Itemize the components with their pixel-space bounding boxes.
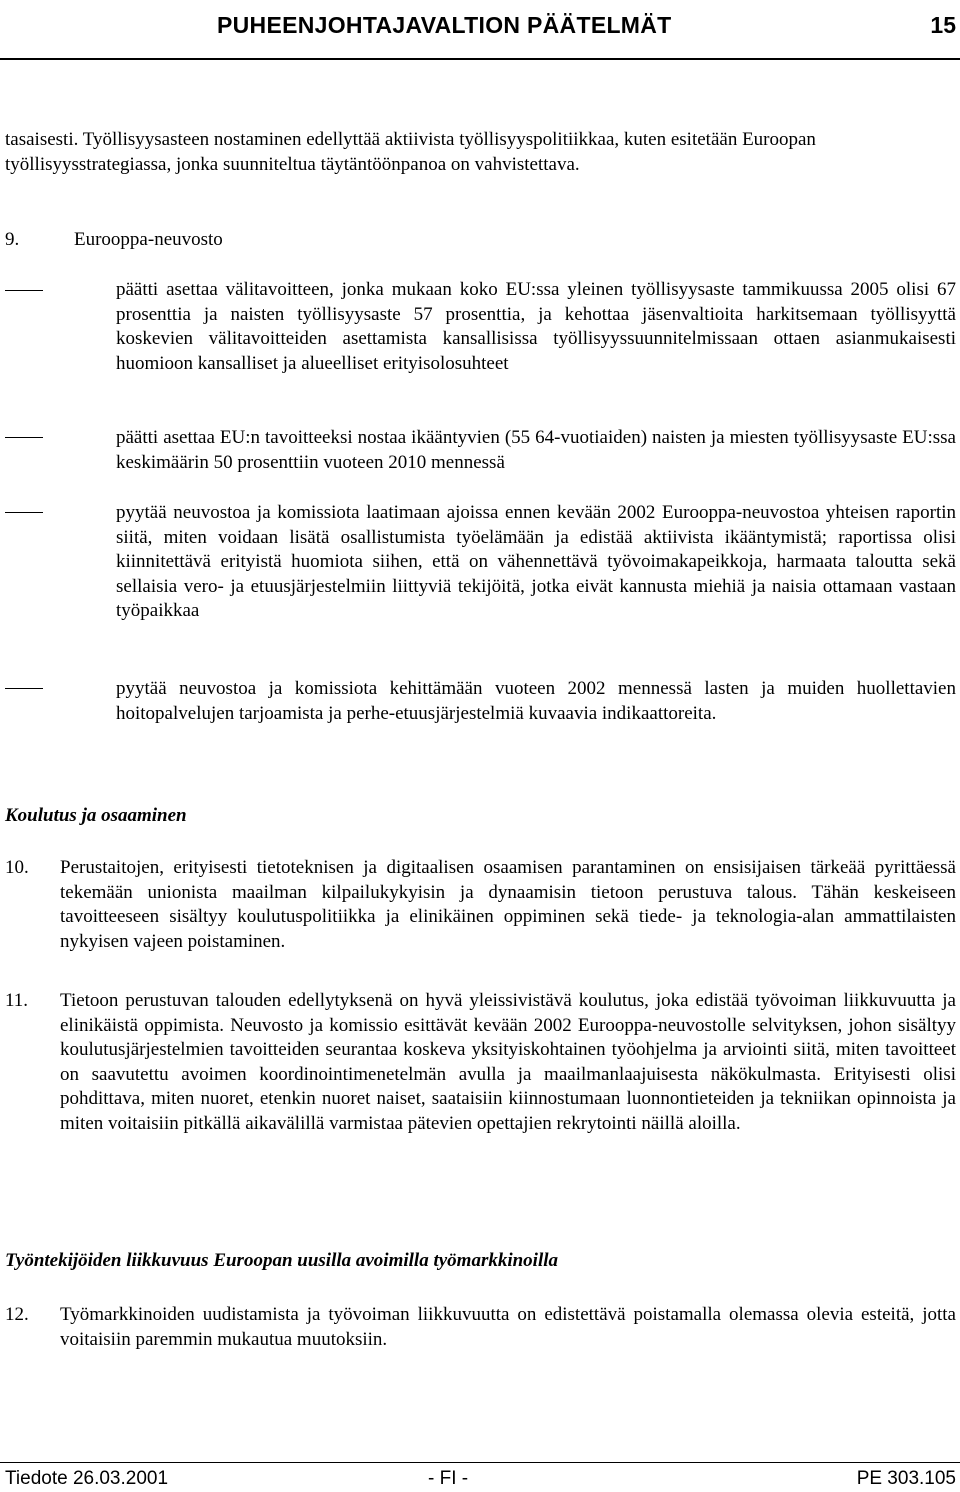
bullet-text-4: pyytää neuvostoa ja komissiota kehittämään vuoteen 2002 mennessä lasten ja muiden huollettavien hoitopalvelujen tarjoamista ja perhe-etuusjärjestelmiä kuvaavia indikaattoreita. (116, 678, 956, 724)
bullet-item-3 (116, 501, 956, 624)
bullet-text-3: pyytää neuvostoa ja komissiota laatimaan ajoissa ennen kevään 2002 Eurooppa-neuvostoa yhteisen raportin siitä, miten voidaan lisätä osallistumista työelämään ja edistää aktiivista ikääntymistä; raportissa olisi kiinnitettävä erityistä huomiota siihen, että on vähennettävä työvoimakapeikkoja, harmaata taloutta sekä sellaisia vero- ja etuusjärjestelmiin liittyviä tekijöitä, jotka eivät kannusta miehiä ja naisia ottamaan vastaan työpaikkaa (116, 502, 956, 622)
footer-center: - FI - (428, 1468, 469, 1489)
dash-bullet-1 (5, 290, 43, 291)
dash-bullet-4 (5, 688, 43, 689)
bullet-item-2 (116, 426, 956, 475)
bullet-text-2: päätti asettaa EU:n tavoitteeksi nostaa ikääntyvien (55 64-vuotiaiden) naisten ja miesten työllisyysaste EU:ssa keskimäärin 50 prosenttiin vuoteen 2010 mennessä (116, 427, 956, 473)
page-header (0, 0, 960, 60)
paragraph-12-text: Työmarkkinoiden uudistamista ja työvoiman liikkuvuutta on edistettävä poistamalla olemassa olevia esteitä, jotta voitaisiin paremmin mukautua muutoksiin. (60, 1304, 956, 1350)
section-heading-education: Koulutus ja osaaminen (5, 805, 187, 826)
paragraph-9-title: Eurooppa-neuvosto (74, 229, 223, 250)
bullet-text-1: päätti asettaa välitavoitteen, jonka mukaan koko EU:ssa yleinen työllisyysaste tammikuussa 2005 olisi 67 prosenttia ja naisten työllisyysaste 57 prosenttia, ja kehottaa jäsenvaltioita harkitsemaan työllisyyttä koskevien välitavoitteiden asettamista kansallisissa työllisyyssuunnitelmissaan ottaen asianmukaisesti huomioon kansalliset ja alueelliset erityisolosuhteet (116, 279, 956, 374)
paragraph-11 (60, 989, 956, 1137)
paragraph-9-number: 9. (5, 229, 20, 250)
paragraph-10-number: 10. (5, 857, 29, 878)
dash-bullet-3 (5, 512, 43, 513)
paragraph-11-text: Tietoon perustuvan talouden edellytyksenä on hyvä yleissivistävä koulutus, joka edistää työvoiman liikkuvuutta ja elinikäistä oppimista. Neuvosto ja komissio esittävät kevään 2002 Eurooppa-neuvostolle selvityksen, johon sisältyy koulutusjärjestelmien tavoitteiden seurantaa koskeva yksityiskohtainen työohjelma ja arviointi siitä, miten tavoitteet on saavutettu avoimen koordinointimenetelmän avulla ja maailmanlaajuisesta näkökulmasta. Erityisesti olisi pohdittava, miten nuoret, etenkin nuoret naiset, saataisiin kiinnostumaan luonnontieteiden ja tekniikan opinnoista ja miten voitaisiin pitkällä aikavälillä varmistaa pätevien opettajien rekrytointi näillä aloilla. (60, 990, 956, 1134)
paragraph-10 (60, 856, 956, 954)
page-number: 15 (930, 12, 956, 38)
paragraph-12 (60, 1303, 956, 1352)
page-footer (0, 1462, 960, 1492)
paragraph-11-number: 11. (5, 990, 29, 1011)
bullet-item-4 (116, 677, 956, 726)
intro-text: tasaisesti. Työllisyysasteen nostaminen edellyttää aktiivista työllisyyspolitiikkaa, kuten esitetään Euroopan työllisyysstrategiassa, jonka suunniteltua täytäntöönpanoa on vahvistettava. (5, 129, 816, 175)
dash-bullet-2 (5, 437, 43, 438)
header-title: PUHEENJOHTAJAVALTION PÄÄTELMÄT (217, 12, 672, 38)
footer-right: PE 303.105 (856, 1468, 956, 1489)
paragraph-10-text: Perustaitojen, erityisesti tietoteknisen ja digitaalisen osaamisen parantaminen on ensisijaisen tärkeää pyrittäessä tekemään unionista maailman kilpailukykyisin ja dynaamisin tietoon perustuva talous. Tähän keskeiseen tavoitteeseen sisältyy koulutuspolitiikka ja elinikäinen oppiminen sekä tiede- ja teknologia-alan ammattilaisten nykyisen vajeen poistaminen. (60, 857, 956, 952)
section-heading-mobility: Työntekijöiden liikkuvuus Euroopan uusilla avoimilla työmarkkinoilla (5, 1250, 559, 1271)
footer-left: Tiedote 26.03.2001 (5, 1468, 169, 1489)
bullet-item-1 (116, 278, 956, 376)
intro-paragraph (5, 128, 955, 177)
paragraph-12-number: 12. (5, 1304, 29, 1325)
